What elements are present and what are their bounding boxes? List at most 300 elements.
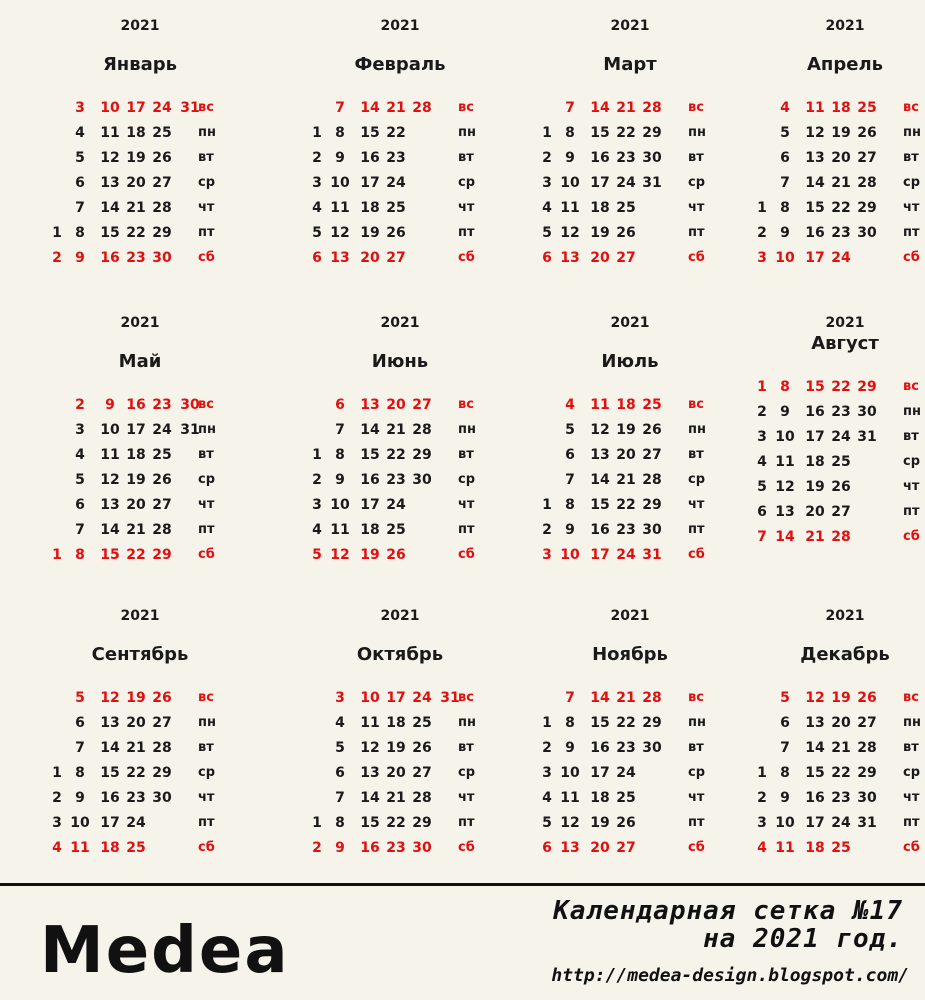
weekday-label: сб [903,250,920,265]
day-cell: 23 [126,250,146,266]
day-cell: 29 [152,225,172,241]
day-cell: 31 [642,175,662,191]
day-cell: 23 [616,740,636,756]
day-cell: 3 [75,422,85,438]
weekday-label: вс [903,100,919,115]
week-row [300,248,500,273]
day-cell: 13 [360,397,380,413]
day-cell: 1 [757,200,767,216]
month-block [530,608,730,868]
week-row [300,788,500,813]
day-cell: 9 [780,225,790,241]
day-cell: 25 [616,200,636,216]
day-cell: 2 [52,250,62,266]
day-cell: 22 [126,547,146,563]
weekday-label: пн [688,125,706,140]
day-cell: 8 [75,547,85,563]
week-row [300,763,500,788]
day-cell: 12 [100,472,120,488]
weekday-label: чт [198,200,215,215]
day-cell: 14 [360,422,380,438]
day-cell: 11 [560,200,580,216]
day-cell: 21 [831,740,851,756]
week-row [300,813,500,838]
day-cell: 29 [642,497,662,513]
week-row [745,148,925,173]
week-row [40,788,240,813]
weekday-label: ср [458,175,476,190]
day-cell: 14 [805,175,825,191]
day-cell: 21 [616,472,636,488]
day-cell: 27 [616,840,636,856]
day-cell: 11 [330,200,350,216]
day-cell: 14 [590,690,610,706]
day-cell: 18 [590,790,610,806]
day-cell: 3 [542,765,552,781]
day-cell: 11 [360,715,380,731]
week-row [40,738,240,763]
day-cell: 31 [857,429,877,445]
day-cell: 12 [590,422,610,438]
month-year: 2021 [825,18,865,34]
weekday-label: пн [903,125,921,140]
day-cell: 24 [386,497,406,513]
day-cell: 29 [152,547,172,563]
month-year: 2021 [380,18,420,34]
day-cell: 24 [152,422,172,438]
day-cell: 19 [590,815,610,831]
day-cell: 7 [780,740,790,756]
weekday-label: ср [688,765,706,780]
day-cell: 22 [126,225,146,241]
day-cell: 15 [590,715,610,731]
day-cell: 3 [757,429,767,445]
day-cell: 3 [542,175,552,191]
day-cell: 7 [757,529,767,545]
month-name: Декабрь [800,644,890,665]
month-name: Сентябрь [91,644,189,665]
weekday-label: вс [688,100,704,115]
day-cell: 16 [360,472,380,488]
weekday-label: пн [458,715,476,730]
day-cell: 4 [565,397,575,413]
day-cell: 3 [52,815,62,831]
day-cell: 28 [642,100,662,116]
day-cell: 16 [805,790,825,806]
day-cell: 2 [757,790,767,806]
day-cell: 22 [386,815,406,831]
day-cell: 7 [565,472,575,488]
day-cell: 16 [590,150,610,166]
day-cell: 17 [360,175,380,191]
weekday-label: вс [688,690,704,705]
weekday-label: сб [903,840,920,855]
weekday-label: ср [458,765,476,780]
week-row [745,813,925,838]
day-cell: 5 [312,225,322,241]
day-cell: 9 [565,740,575,756]
week-row [300,713,500,738]
day-cell: 3 [312,175,322,191]
week-row [745,527,925,552]
day-cell: 28 [412,790,432,806]
month-block [530,315,730,575]
day-cell: 22 [831,765,851,781]
day-cell: 14 [775,529,795,545]
month-block [40,608,240,868]
weekday-label: ср [903,454,921,469]
day-cell: 15 [360,125,380,141]
day-cell: 9 [565,150,575,166]
weekday-label: сб [198,547,215,562]
month-year: 2021 [610,18,650,34]
day-cell: 2 [312,150,322,166]
day-cell: 31 [642,547,662,563]
medea-logo: Medea [40,914,290,988]
day-cell: 8 [335,447,345,463]
day-cell: 7 [75,522,85,538]
week-row [745,502,925,527]
day-cell: 17 [126,422,146,438]
weekday-label: вс [458,100,474,115]
weekday-label: вт [198,740,214,755]
day-cell: 1 [312,447,322,463]
day-cell: 13 [560,250,580,266]
day-cell: 21 [805,529,825,545]
day-cell: 2 [52,790,62,806]
week-row [300,198,500,223]
week-row [530,838,730,863]
day-cell: 28 [857,175,877,191]
day-cell: 20 [126,715,146,731]
week-row [40,763,240,788]
day-cell: 20 [831,715,851,731]
weekday-label: пн [903,404,921,419]
weekday-label: сб [198,840,215,855]
day-cell: 25 [857,100,877,116]
day-cell: 24 [412,690,432,706]
day-cell: 5 [335,740,345,756]
day-cell: 15 [590,125,610,141]
day-cell: 20 [590,840,610,856]
weekday-label: сб [688,840,705,855]
day-cell: 29 [412,815,432,831]
day-cell: 23 [831,790,851,806]
day-cell: 8 [565,125,575,141]
day-cell: 20 [126,497,146,513]
day-cell: 20 [805,504,825,520]
day-cell: 13 [805,715,825,731]
week-row [300,395,500,420]
week-row [40,495,240,520]
day-cell: 1 [757,765,767,781]
month-name: Март [603,54,657,75]
day-cell: 4 [780,100,790,116]
week-row [530,763,730,788]
week-row [745,688,925,713]
day-cell: 12 [330,547,350,563]
weekday-label: пт [688,225,705,240]
day-cell: 30 [857,225,877,241]
day-cell: 4 [312,200,322,216]
month-name: Июль [601,351,659,372]
day-cell: 16 [805,404,825,420]
weekday-label: пн [198,125,216,140]
weekday-label: чт [903,790,920,805]
day-cell: 10 [360,690,380,706]
day-cell: 14 [805,740,825,756]
day-cell: 3 [312,497,322,513]
day-cell: 2 [757,404,767,420]
day-cell: 19 [360,225,380,241]
day-cell: 10 [560,175,580,191]
week-row [530,98,730,123]
day-cell: 16 [100,790,120,806]
day-cell: 8 [335,815,345,831]
day-cell: 11 [775,840,795,856]
week-row [530,470,730,495]
day-cell: 21 [126,740,146,756]
weekday-label: сб [903,529,920,544]
weekday-label: вт [198,150,214,165]
week-row [40,713,240,738]
website-url[interactable]: http://medea-design.blogspot.com/ [551,965,909,986]
day-cell: 24 [616,547,636,563]
day-cell: 23 [616,150,636,166]
week-row [40,395,240,420]
day-cell: 4 [757,454,767,470]
week-row [40,223,240,248]
day-cell: 7 [565,100,575,116]
day-cell: 25 [126,840,146,856]
day-cell: 6 [75,497,85,513]
day-cell: 17 [126,100,146,116]
weekday-label: вт [688,740,704,755]
weekday-label: ср [198,175,216,190]
day-cell: 25 [386,522,406,538]
weekday-label: пн [198,422,216,437]
week-row [530,688,730,713]
weekday-label: ср [458,472,476,487]
day-cell: 17 [805,250,825,266]
day-cell: 5 [542,225,552,241]
day-cell: 6 [542,250,552,266]
day-cell: 19 [386,740,406,756]
month-block [300,608,500,868]
month-year: 2021 [120,18,160,34]
footer-divider [0,883,925,886]
day-cell: 30 [642,740,662,756]
week-row [745,477,925,502]
weekday-label: сб [688,250,705,265]
day-cell: 30 [412,472,432,488]
day-cell: 11 [70,840,90,856]
day-cell: 13 [100,175,120,191]
week-row [530,495,730,520]
day-cell: 7 [780,175,790,191]
day-cell: 25 [831,454,851,470]
day-cell: 18 [831,100,851,116]
day-cell: 27 [857,150,877,166]
weekday-label: пт [688,815,705,830]
day-cell: 5 [780,690,790,706]
day-cell: 18 [126,125,146,141]
month-block [745,18,925,278]
day-cell: 2 [542,150,552,166]
week-row [300,545,500,570]
day-cell: 10 [330,497,350,513]
day-cell: 29 [857,379,877,395]
weekday-label: вт [198,447,214,462]
day-cell: 4 [312,522,322,538]
day-cell: 13 [775,504,795,520]
weekday-label: сб [198,250,215,265]
day-cell: 24 [126,815,146,831]
day-cell: 21 [126,200,146,216]
week-row [745,173,925,198]
day-cell: 27 [616,250,636,266]
day-cell: 26 [616,225,636,241]
weekday-label: пт [688,522,705,537]
day-cell: 30 [180,397,200,413]
month-year: 2021 [610,315,650,331]
month-name: Январь [102,54,178,75]
day-cell: 14 [100,522,120,538]
day-cell: 15 [100,225,120,241]
day-cell: 1 [312,815,322,831]
month-name: Октябрь [356,644,444,665]
weekday-label: вт [688,447,704,462]
week-row [40,813,240,838]
weekday-label: ср [688,175,706,190]
day-cell: 22 [386,125,406,141]
day-cell: 18 [100,840,120,856]
weekday-label: чт [903,200,920,215]
day-cell: 4 [75,125,85,141]
day-cell: 27 [642,447,662,463]
month-name: Август [811,333,879,354]
day-cell: 17 [805,429,825,445]
weekday-label: пн [688,422,706,437]
week-row [745,427,925,452]
day-cell: 17 [590,547,610,563]
day-cell: 23 [616,522,636,538]
day-cell: 4 [335,715,345,731]
day-cell: 19 [616,422,636,438]
day-cell: 19 [126,690,146,706]
day-cell: 16 [805,225,825,241]
day-cell: 22 [831,379,851,395]
week-row [40,470,240,495]
day-cell: 7 [335,422,345,438]
day-cell: 10 [560,765,580,781]
month-block [40,18,240,278]
day-cell: 9 [105,397,115,413]
day-cell: 26 [412,740,432,756]
day-cell: 24 [831,250,851,266]
day-cell: 4 [542,790,552,806]
day-cell: 21 [616,690,636,706]
weekday-label: ср [198,765,216,780]
day-cell: 30 [412,840,432,856]
day-cell: 17 [360,497,380,513]
day-cell: 11 [330,522,350,538]
day-cell: 8 [335,125,345,141]
day-cell: 15 [100,547,120,563]
day-cell: 26 [831,479,851,495]
day-cell: 31 [180,422,200,438]
weekday-label: чт [458,497,475,512]
day-cell: 1 [52,547,62,563]
day-cell: 19 [360,547,380,563]
weekday-label: чт [198,790,215,805]
weekday-label: вт [458,740,474,755]
day-cell: 6 [75,715,85,731]
week-row [40,98,240,123]
day-cell: 22 [831,200,851,216]
week-row [745,738,925,763]
weekday-label: пн [458,422,476,437]
weekday-label: вс [903,379,919,394]
day-cell: 5 [542,815,552,831]
weekday-label: пт [903,225,920,240]
day-cell: 8 [565,715,575,731]
week-row [530,148,730,173]
day-cell: 28 [642,690,662,706]
day-cell: 25 [831,840,851,856]
day-cell: 23 [831,404,851,420]
day-cell: 21 [616,100,636,116]
day-cell: 15 [805,379,825,395]
day-cell: 20 [616,447,636,463]
month-name: Июнь [371,351,429,372]
day-cell: 11 [100,125,120,141]
day-cell: 4 [757,840,767,856]
weekday-label: вс [458,397,474,412]
weekday-label: чт [458,200,475,215]
day-cell: 5 [75,690,85,706]
day-cell: 10 [100,100,120,116]
day-cell: 10 [775,429,795,445]
day-cell: 18 [590,200,610,216]
weekday-label: вт [903,740,919,755]
day-cell: 16 [360,150,380,166]
day-cell: 26 [386,547,406,563]
day-cell: 26 [857,125,877,141]
day-cell: 30 [857,790,877,806]
weekday-label: сб [688,547,705,562]
day-cell: 9 [75,250,85,266]
day-cell: 24 [616,175,636,191]
weekday-label: ср [903,765,921,780]
week-row [530,788,730,813]
day-cell: 22 [616,715,636,731]
day-cell: 7 [335,790,345,806]
day-cell: 11 [590,397,610,413]
month-year: 2021 [610,608,650,624]
day-cell: 3 [757,815,767,831]
day-cell: 8 [780,379,790,395]
day-cell: 3 [335,690,345,706]
day-cell: 13 [100,715,120,731]
day-cell: 21 [386,790,406,806]
day-cell: 6 [75,175,85,191]
day-cell: 15 [805,765,825,781]
day-cell: 20 [386,397,406,413]
weekday-label: чт [198,497,215,512]
weekday-label: ср [688,472,706,487]
calendar-description-line1: Календарная сетка №17 [553,896,903,926]
